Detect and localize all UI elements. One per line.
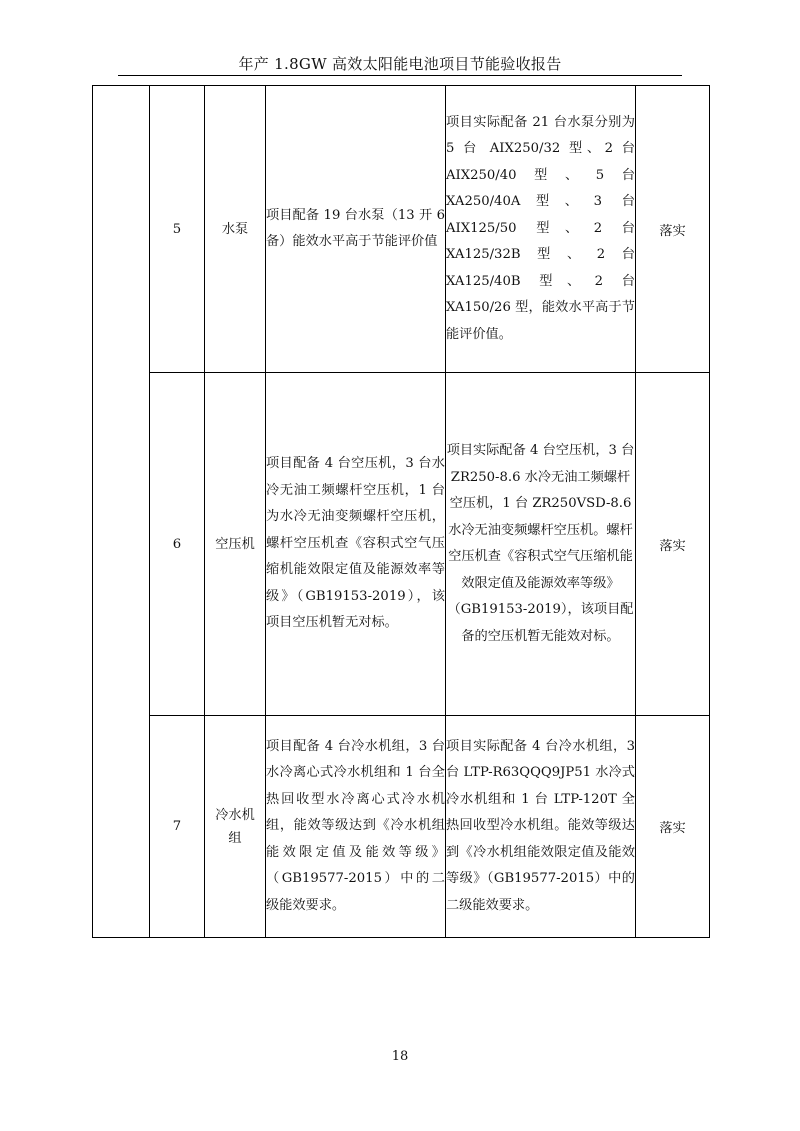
requirement-cell: 项目配备 4 台空压机，3 台水冷无油工频螺杆空压机，1 台为水冷无油变频螺杆空压机，螺杆空压机查《容积式空气压缩机能效限定值及能源效率等级》（GB19153-2019），该项目空压机暂无对标。 [266, 373, 446, 716]
category-cell [93, 86, 150, 938]
equipment-name: 水泵 [205, 86, 266, 373]
header-rule [118, 75, 682, 76]
energy-measures-table [92, 85, 710, 938]
equipment-name: 空压机 [205, 373, 266, 716]
requirement-cell: 项目配备 4 台冷水机组，3 台水冷离心式冷水机组和 1 台全热回收型水冷离心式冷水机组，能效等级达到《冷水机组能效限定值及能效等级》（GB19577-2015）中的二级能效要求。 [266, 716, 446, 938]
status-cell: 落实 [636, 716, 710, 938]
row-number: 7 [150, 716, 205, 938]
row-number: 5 [150, 86, 205, 373]
page-header-title: 年产 1.8GW 高效太阳能电池项目节能验收报告 [238, 55, 562, 73]
requirement-cell: 项目配备 19 台水泵（13 开 6 备）能效水平高于节能评价值 [266, 86, 446, 373]
actual-cell: 项目实际配备 4 台冷水机组，3 台 LTP-R63QQQ9JP51 水冷式冷水机组和 1 台 LTP-120T 全热回收型冷水机组。能效等级达到《冷水机组能效限定值及能效等级》（GB19577-2015）中的二级能效要求。 [446, 716, 636, 938]
status-cell: 落实 [636, 373, 710, 716]
actual-cell: 项目实际配备 4 台空压机，3 台 ZR250-8.6 水冷无油工频螺杆空压机，1 台 ZR250VSD-8.6 水冷无油变频螺杆空压机。螺杆空压机查《容积式空气压缩机能效限定值及能源效率等级》（GB19153-2019），该项目配备的空压机暂无能效对标。 [446, 373, 636, 716]
table-row [93, 716, 710, 938]
table-row [93, 86, 710, 373]
equipment-name: 冷水机组 [205, 716, 266, 938]
page-number: 18 [391, 1049, 409, 1064]
table-row [93, 373, 710, 716]
status-cell: 落实 [636, 86, 710, 373]
row-number: 6 [150, 373, 205, 716]
actual-cell: 项目实际配备 21 台水泵分别为 5 台 AIX250/32 型、2 台 AIX250/40型、5台 XA250/40A型、3 台 AIX125/50 型、2 台 XA125/32B型、2台 XA125/40B 型、2 台 XA150/26 型，能效水平高于节能评价值。 [446, 86, 636, 373]
